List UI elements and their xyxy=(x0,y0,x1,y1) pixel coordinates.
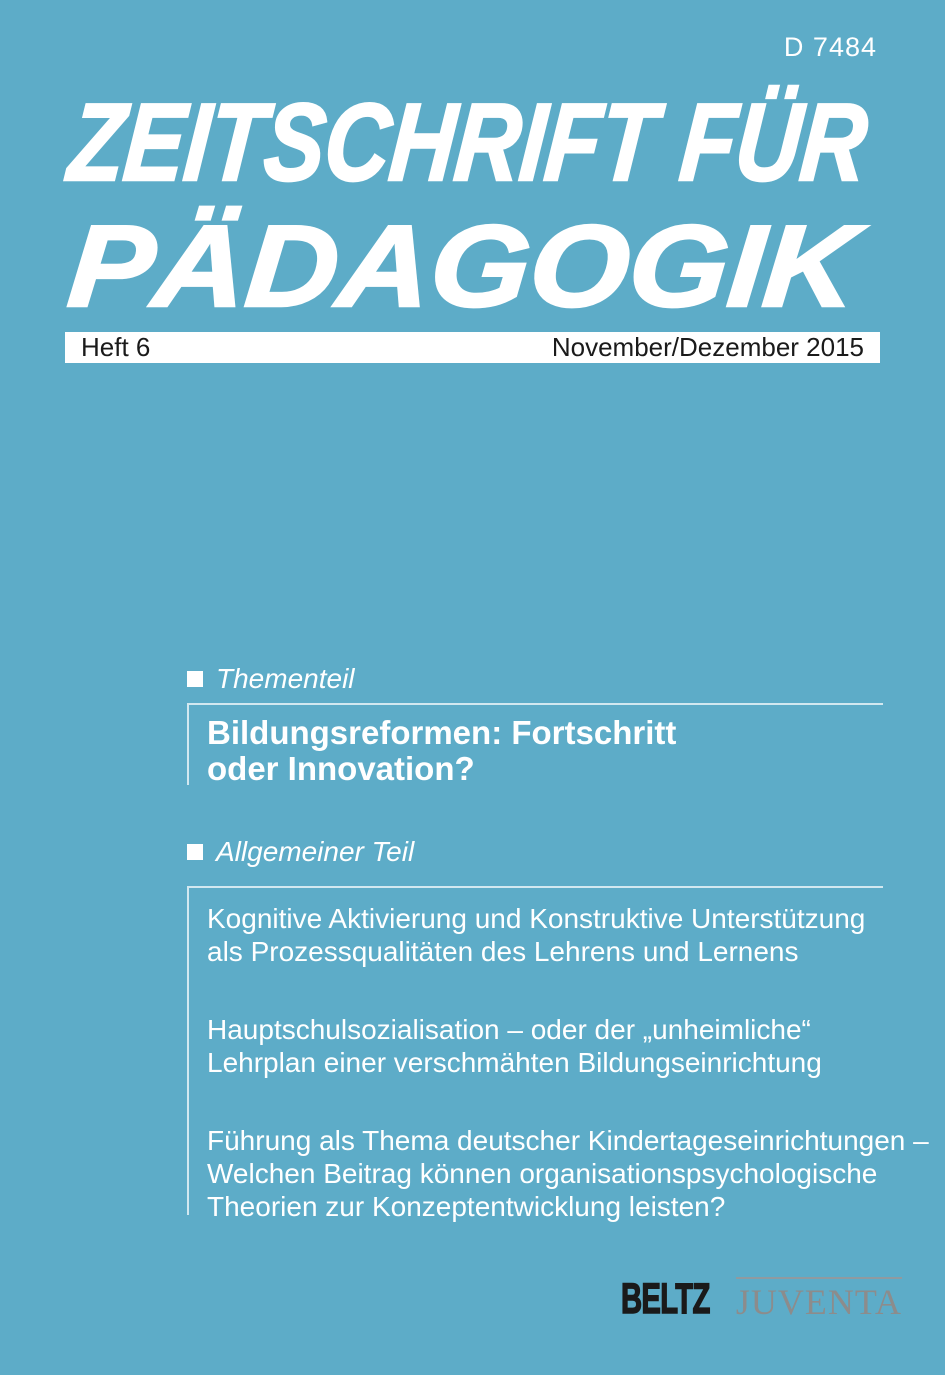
feature-title-line: oder Innovation? xyxy=(207,750,475,787)
article-title-line: Lehrplan einer verschmähten Bildungseinrichtung xyxy=(207,1047,822,1078)
juventa-wordmark xyxy=(736,1277,902,1320)
section-header-allgemeiner-teil xyxy=(187,837,883,867)
article-title xyxy=(207,1013,883,1079)
article-title-line: Hauptschulsozialisation – oder der „unheimliche“ xyxy=(207,1014,811,1045)
publisher-logo xyxy=(620,1275,902,1323)
masthead-title-line2: PÄDAGOGIK xyxy=(63,201,863,331)
issue-number: Heft 6 xyxy=(81,332,151,362)
thementeil-panel xyxy=(187,703,883,787)
juventa-wordmark-text: JUVENTA xyxy=(735,1282,902,1322)
table-of-contents xyxy=(187,663,929,1223)
allgemeiner-teil-panel xyxy=(187,886,929,1223)
article-title-line: Welchen Beitrag können organisationspsychologische xyxy=(207,1158,878,1189)
issue-bar xyxy=(65,332,880,363)
article-title-line: als Prozessqualitäten des Lehrens und Lernens xyxy=(207,936,799,967)
beltz-wordmark xyxy=(620,1275,725,1323)
issue-date: November/Dezember 2015 xyxy=(551,332,864,362)
article-title-line: Kognitive Aktivierung und Konstruktive Unterstützung xyxy=(207,903,866,934)
postal-registration-code: D 7484 xyxy=(783,32,877,62)
square-bullet-icon xyxy=(187,844,203,860)
article-title-line: Führung als Thema deutscher Kindertageseinrichtungen – xyxy=(207,1125,929,1156)
square-bullet-icon xyxy=(187,671,203,687)
section-header-thementeil xyxy=(187,664,883,694)
beltz-wordmark-text: BELTZ xyxy=(620,1275,710,1323)
section-label: Allgemeiner Teil xyxy=(216,836,415,867)
section-label: Thementeil xyxy=(216,663,355,694)
feature-article-title xyxy=(207,715,883,787)
article-title xyxy=(207,902,883,968)
feature-title-line: Bildungsreformen: Fortschritt xyxy=(207,714,677,751)
masthead-title-line1: ZEITSCHRIFT FÜR xyxy=(64,81,872,204)
article-title-line: Theorien zur Konzeptentwicklung leisten? xyxy=(207,1191,726,1222)
masthead xyxy=(63,81,904,331)
article-title xyxy=(207,1124,929,1223)
